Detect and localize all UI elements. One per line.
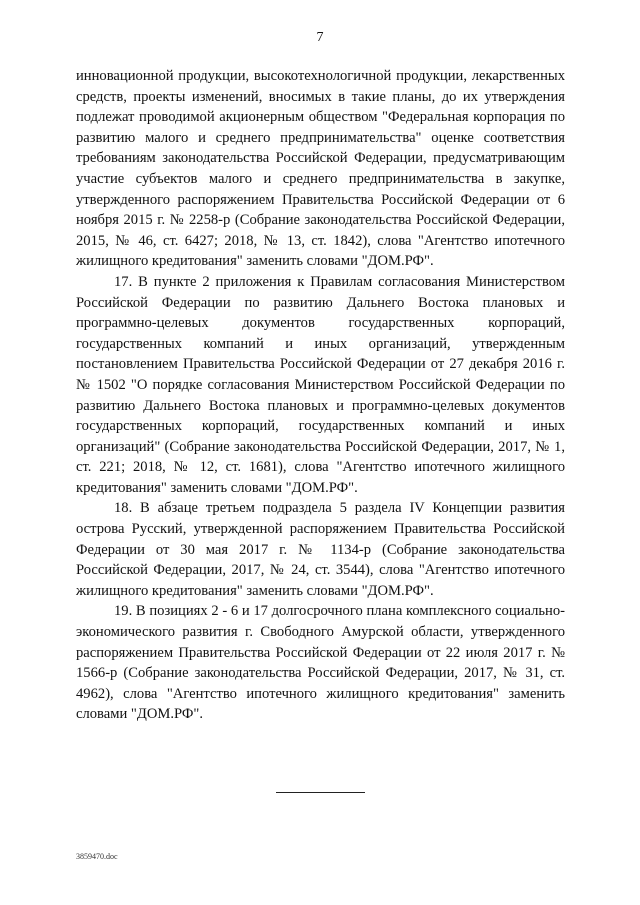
page-number: 7 xyxy=(316,30,324,45)
paragraph-item-18: 18. В абзаце третьем подраздела 5 раздела IV Концепции развития острова Русский, утвержденной распоряжением Правительства Российской Федерации от 30 мая 2017 г. № 1134-р (Собрание законодательства Российской Федерации, 2017, № 24, ст. 3544), слова "Агентство ипотечного жилищного кредитования" заменить словами "ДОМ.РФ". xyxy=(76,500,565,599)
end-divider xyxy=(276,792,365,793)
paragraph-item-17: 17. В пункте 2 приложения к Правилам согласования Министерством Российской Федерации по развитию Дальнего Востока плановых и программно-целевых документов государственных корпораций, государственных компаний и иных организаций, утвержденным постановлением Правительства Российской Федерации от 27 декабря 2016 г. № 1502 "О порядке согласования Министерством Российской Федерации по развитию Дальнего Востока плановых и программно-целевых документов государственных корпораций, государственных компаний и иных организаций" (Собрание законодательства Российской Федерации, 2017, № 1, ст. 221; 2018, № 12, ст. 1681), слова "Агентство ипотечного жилищного кредитования" заменить словами "ДОМ.РФ". xyxy=(76,273,565,496)
paragraph-item-19: 19. В позициях 2 - 6 и 17 долгосрочного плана комплексного социально-экономического развития г. Свободного Амурской области, утвержденного распоряжением Правительства Российской Федерации от 22 июля 2017 г. № 1566-р (Собрание законодательства Российской Федерации, 2017, № 31, ст. 4962), слова "Агентство ипотечного жилищного кредитования" заменить словами "ДОМ.РФ". xyxy=(76,603,565,723)
document-body xyxy=(76,66,565,725)
paragraph-continuation: инновационной продукции, высокотехнологичной продукции, лекарственных средств, проекты изменений, вносимых в такие планы, до их утверждения подлежат проводимой акционерным обществом "Федеральная корпорация по развитию малого и среднего предпринимательства" оценке соответствия требованиям законодательства Российской Федерации, предусматривающим участие субъектов малого и среднего предпринимательства в закупке, утвержденного распоряжением Правительства Российской Федерации от 6 ноября 2015 г. № 2258-р (Собрание законодательства Российской Федерации, 2015, № 46, ст. 6427; 2018, № 13, ст. 1842), слова "Агентство ипотечного жилищного кредитования" заменить словами "ДОМ.РФ". xyxy=(76,68,565,270)
document-code: 3859470.doc xyxy=(76,852,118,861)
